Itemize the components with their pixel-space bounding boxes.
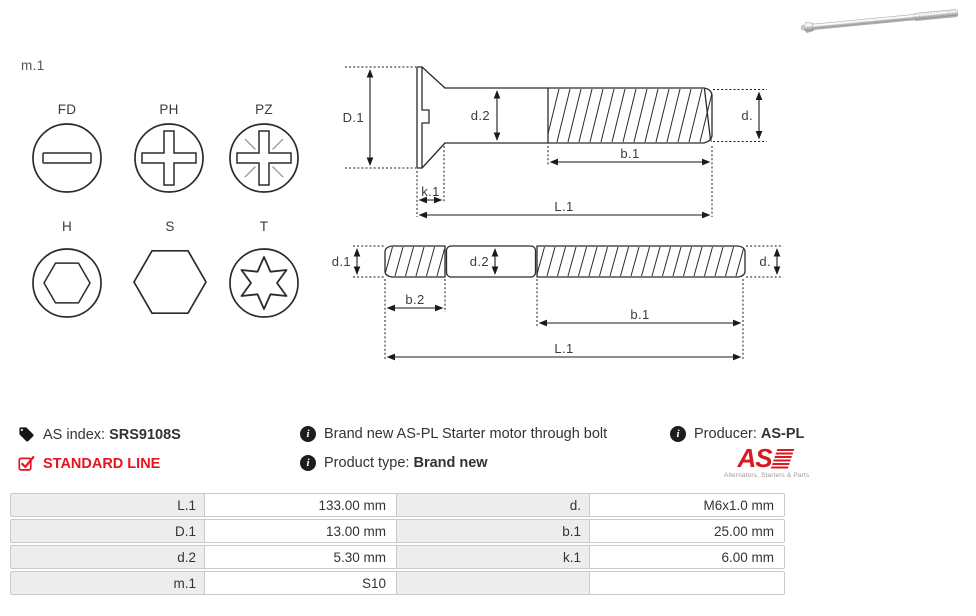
dim-label-d: d. [741, 108, 753, 123]
spec-value: 25.00 mm [589, 519, 785, 543]
as-index-row [18, 426, 181, 443]
spec-value: S10 [204, 571, 397, 595]
spec-label: D.1 [10, 519, 205, 543]
as-pl-logo-stripes-icon [770, 449, 793, 469]
producer-row [670, 426, 804, 442]
info-icon: i [300, 426, 316, 442]
bolt-photo-group [801, 8, 958, 33]
technical-drawings [330, 50, 800, 380]
description-row [300, 426, 607, 442]
dim-label-b2: b.2 [405, 292, 425, 307]
as-pl-logo [724, 443, 810, 479]
drive-type-label-pz: PZ [255, 102, 273, 117]
product-photo-bolt [798, 1, 972, 41]
tag-icon [18, 426, 35, 443]
as-pl-logo-text: AS [737, 443, 772, 473]
table-row [10, 519, 788, 543]
drive-type-icon-torx-t [230, 249, 298, 317]
table-row [10, 493, 788, 517]
dim-label-b1: b.1 [630, 307, 650, 322]
drive-type-icon-hex-socket-h [33, 249, 101, 317]
spec-value: 13.00 mm [204, 519, 397, 543]
info-icon: i [670, 426, 686, 442]
spec-label: m.1 [10, 571, 205, 595]
checkbox-checked-icon [18, 455, 35, 472]
dim-label-d2: d.2 [469, 254, 489, 269]
thread-hatching [374, 247, 456, 276]
head-marking-label: m.1 [21, 58, 45, 73]
dim-label-k1: k.1 [421, 184, 440, 199]
spec-label: k.1 [396, 545, 590, 569]
drive-type-label-t: T [259, 219, 269, 234]
drive-head-types-panel [10, 95, 320, 330]
dim-label-b1: b.1 [620, 146, 640, 161]
drive-type-label-h: H [61, 219, 73, 234]
product-type-value: Brand new [413, 455, 488, 471]
drive-type-icon-pozidriv-pz [230, 124, 298, 192]
dim-label-L1: L.1 [554, 199, 574, 214]
producer-label: Producer: [694, 426, 757, 442]
producer-value: AS-PL [760, 426, 805, 442]
drive-type-label-s: S [165, 219, 175, 234]
product-type-row [300, 455, 488, 471]
drawing-side-view [343, 67, 767, 217]
standard-line-row [18, 455, 160, 472]
spec-label: d.2 [10, 545, 205, 569]
product-type-text [324, 455, 488, 471]
dim-label-d2: d.2 [470, 108, 490, 123]
drive-type-label-fd: FD [57, 102, 77, 117]
spec-value [589, 571, 785, 595]
spec-value: M6x1.0 mm [589, 493, 785, 517]
product-description: Brand new AS-PL Starter motor through bolt [324, 426, 608, 442]
as-index-text [43, 427, 181, 443]
drive-type-icon-slotted-fd [33, 124, 101, 192]
spec-label [396, 571, 590, 595]
drive-type-label-ph: PH [159, 102, 179, 117]
info-icon: i [300, 455, 316, 471]
table-row [10, 571, 788, 595]
drive-type-icon-external-hex-s [134, 251, 206, 313]
standard-line-badge: STANDARD LINE [43, 455, 161, 472]
thread-hatching [526, 247, 755, 276]
as-index-label: AS index: [43, 426, 106, 443]
spec-label: L.1 [10, 493, 205, 517]
table-row [10, 545, 788, 569]
as-index-value: SRS9108S [109, 426, 181, 443]
drawing-stud-view [332, 246, 783, 361]
producer-text [694, 426, 804, 442]
as-pl-logo-tagline: Alternators, Starters & Parts [724, 472, 810, 479]
dim-label-d1: d.1 [331, 254, 351, 269]
dim-label-d: d. [759, 254, 771, 269]
spec-value: 5.30 mm [204, 545, 397, 569]
spec-value: 6.00 mm [589, 545, 785, 569]
as-pl-logo-mark [724, 443, 804, 473]
specs-table [10, 493, 788, 597]
spec-label: b.1 [396, 519, 590, 543]
product-type-label: Product type: [324, 455, 410, 471]
spec-value: 133.00 mm [204, 493, 397, 517]
dim-label-L1: L.1 [554, 341, 574, 356]
thread-hatching [535, 89, 724, 142]
dim-label-D1: D.1 [342, 110, 364, 125]
drive-type-icon-phillips-ph [135, 124, 203, 192]
spec-label: d. [396, 493, 590, 517]
